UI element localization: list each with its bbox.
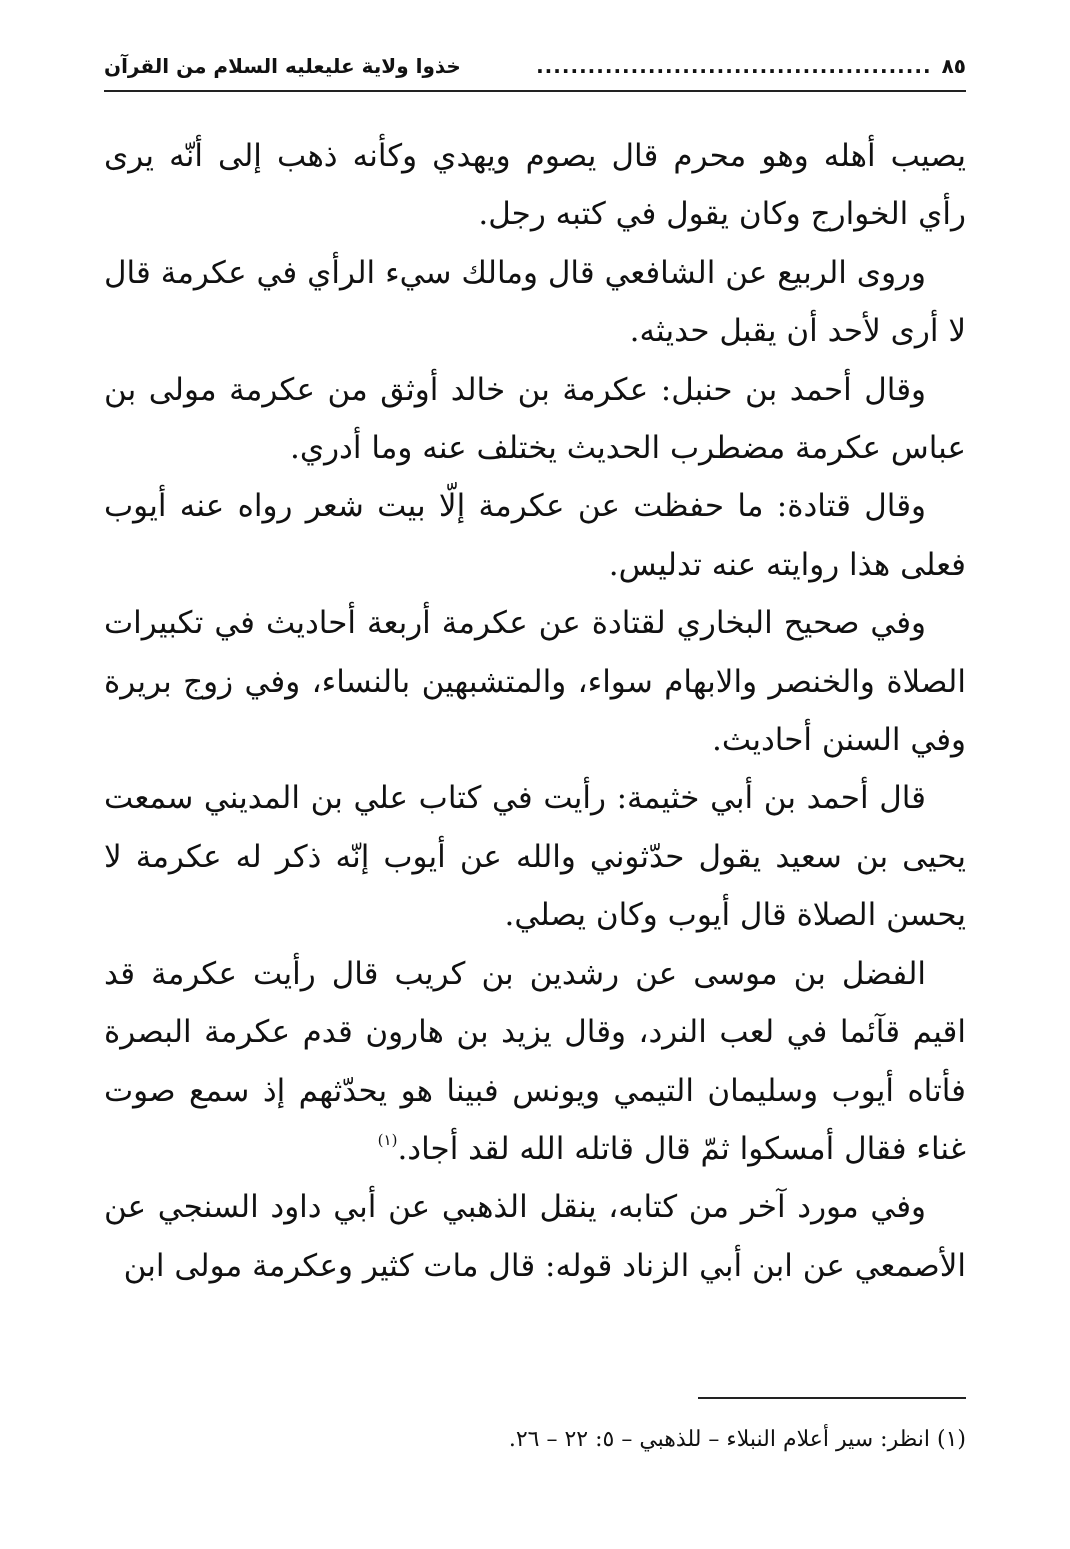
paragraph-7 [104,945,966,1179]
paragraph-1: يصيب أهله وهو محرم قال يصوم ويهدي وكأنه ذهب إلى أنّه يرى رأي الخوارج وكان يقول في كتبه رجل. [104,138,966,233]
paragraph-3: وقال أحمد بن حنبل: عكرمة بن خالد أوثق من عكرمة مولى بن عباس عكرمة مضطرب الحديث يختلف عنه وما أدري. [104,371,966,467]
paragraph-2: وروى الربيع عن الشافعي قال ومالك سيء الرأي في عكرمة قال لا أرى لأحد أن يقبل حديثه. [104,254,966,350]
footnote: (١) انظر: سير أعلام النبلاء – للذهبي – ٥: ٢٢ – ٢٦. [508,1427,966,1452]
paragraph-4: وقال قتادة: ما حفظت عن عكرمة إلّا بيت شعر رواه عنه أيوب فعلى هذا روايته عنه تدليس. [104,488,966,583]
paragraph-6: قال أحمد بن أبي خثيمة: رأيت في كتاب علي بن المديني سمعت يحيى بن سعيد يقول حدّثوني والله عن أيوب إنّه ذكر له عكرمة لا يحسن الصلاة قال أيوب وكان يصلي. [104,780,966,934]
footnote-marker[interactable]: (١) [377,1130,398,1149]
paragraph-5: وفي صحيح البخاري لقتادة عن عكرمة أربعة أحاديث في تكبيرات الصلاة والخنصر والابهام سواء، والمتشبهين بالنساء، وفي زوج بريرة وفي السنن أحاديث. [104,605,966,759]
body-text [104,127,966,1295]
paragraph-7-text: الفضل بن موسى عن رشدين بن كريب قال رأيت عكرمة قد اقيم قآئما في لعب النرد، وقال يزيد بن هارون قدم عكرمة البصرة فأتاه أيوب وسليمان التيمي ويونس فبينا هو يحدّثهم إذ سمع صوت غناء فقال أمسكوا ثمّ قال قاتله الله لقد أجاد. [104,955,966,1167]
running-head [104,44,966,88]
footnote-rule [698,1397,966,1399]
leader-dots: .............................................. [536,54,932,78]
header-rule [104,90,966,92]
running-title: خذوا ولاية عليعليه السلام من القرآن [104,54,461,78]
page-number: ٨٥ [941,54,966,78]
paragraph-8: وفي مورد آخر من كتابه، ينقل الذهبي عن أبي داود السنجي عن الأصمعي عن ابن أبي الزناد قوله: قال مات كثير وعكرمة مولى ابن [104,1189,966,1284]
